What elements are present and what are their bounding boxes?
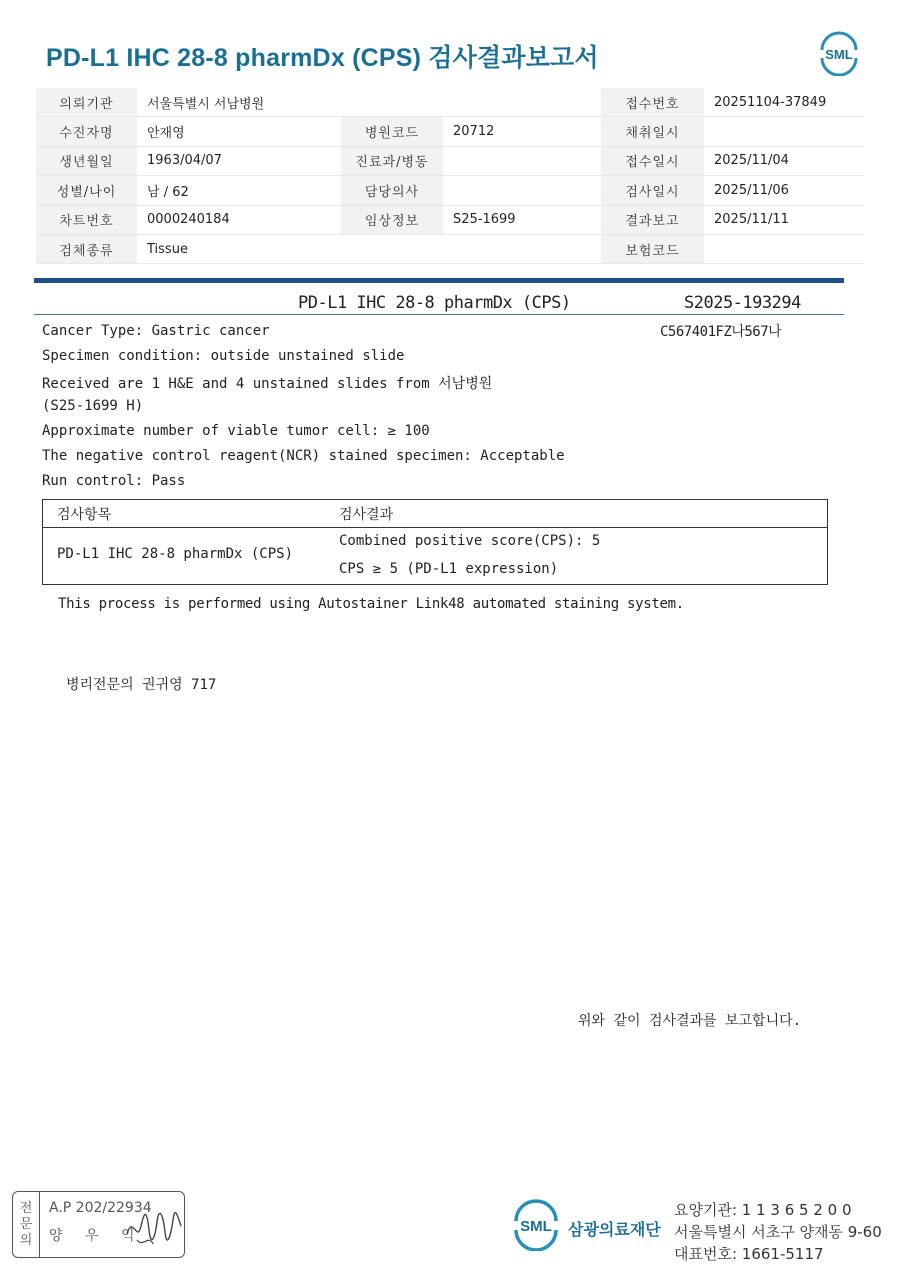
info-label: 결과보고 (601, 205, 704, 234)
process-note: This process is performed using Autostainer Link48 automated staining system. (58, 596, 684, 612)
info-label: 검사일시 (601, 176, 704, 205)
report-test-name: PD-L1 IHC 28-8 pharmDx (CPS) (298, 293, 571, 313)
report-line: Specimen condition: outside unstained slide (42, 348, 405, 364)
info-value: 안재영 (137, 117, 341, 146)
info-value: 2025/11/04 (704, 146, 864, 175)
address: 서울특별시 서초구 양재동 9-60 (674, 1223, 882, 1241)
sml-footer-logo-icon (510, 1199, 562, 1251)
stamp-name: 양 우 익 (49, 1228, 144, 1244)
info-label: 보험코드 (601, 234, 704, 263)
info-value: 2025/11/06 (704, 176, 864, 205)
info-value: Tissue (137, 234, 341, 263)
patient-info-table (36, 88, 864, 264)
info-label: 담당의사 (341, 176, 443, 205)
info-label: 채취일시 (601, 117, 704, 146)
info-value: S25-1699 (443, 205, 601, 234)
section-divider (34, 278, 844, 283)
info-label: 생년월일 (36, 146, 137, 175)
info-value (704, 234, 864, 263)
phone-number: 대표번호: 1661-5117 (674, 1245, 824, 1263)
report-line: Cancer Type: Gastric cancer (42, 323, 270, 339)
institution-code: 요양기관: 1 1 3 6 5 2 0 0 (674, 1201, 852, 1219)
info-label: 접수번호 (601, 88, 704, 117)
info-row (36, 117, 864, 146)
specialist-stamp (12, 1191, 185, 1258)
report-line: Received are 1 H&E and 4 unstained slides from 서남병원 (42, 376, 493, 392)
info-value: 20712 (443, 117, 601, 146)
organization-name: 삼광의료재단 (568, 1220, 661, 1239)
signature-icon (123, 1204, 183, 1250)
report-title: PD-L1 IHC 28-8 pharmDx (CPS) 검사결과보고서 (46, 44, 599, 72)
result-table-header (43, 500, 827, 528)
report-line: The negative control reagent(NCR) stained specimen: Acceptable (42, 448, 565, 464)
stamp-license: A.P 202/22934 (49, 1200, 152, 1216)
info-row (36, 205, 864, 234)
info-value (443, 176, 601, 205)
result-header-result: 검사결과 (339, 507, 394, 523)
report-code: C567401FZ나567나 (660, 324, 782, 340)
info-value: 0000240184 (137, 205, 341, 234)
info-value: 1963/04/07 (137, 146, 341, 175)
report-line: Run control: Pass (42, 473, 186, 489)
report-number: S2025-193294 (684, 293, 801, 313)
info-label: 임상정보 (341, 205, 443, 234)
info-row (36, 234, 864, 263)
info-value: 2025/11/11 (704, 205, 864, 234)
info-label: 성별/나이 (36, 176, 137, 205)
info-label: 의뢰기관 (36, 88, 137, 117)
result-item: PD-L1 IHC 28-8 pharmDx (CPS) (57, 546, 294, 562)
info-value: 남 / 62 (137, 176, 341, 205)
info-value: 서울특별시 서남병원 (137, 88, 341, 117)
pathologist-name: 병리전문의 권귀영 717 (66, 677, 217, 693)
info-label: 차트번호 (36, 205, 137, 234)
info-row (36, 146, 864, 175)
sml-footer-logo-text: SML (520, 1218, 552, 1235)
info-label: 접수일시 (601, 146, 704, 175)
info-label: 검체종류 (36, 234, 137, 263)
info-label: 진료과/병동 (341, 146, 443, 175)
stamp-vertical-label: 전 문 의 (13, 1192, 40, 1257)
info-row (36, 88, 864, 117)
closing-statement: 위와 같이 검사결과를 보고합니다. (578, 1013, 802, 1029)
report-line: Approximate number of viable tumor cell: ≥ 100 (42, 423, 430, 439)
info-label: 수진자명 (36, 117, 137, 146)
result-header-item: 검사항목 (57, 507, 112, 523)
result-value: Combined positive score(CPS): 5 (339, 533, 601, 549)
result-interpretation: CPS ≥ 5 (PD-L1 expression) (339, 561, 559, 577)
info-value (443, 146, 601, 175)
sml-logo-icon (816, 30, 862, 76)
info-row (36, 176, 864, 205)
sml-logo-text: SML (825, 47, 853, 62)
report-line: (S25-1699 H) (42, 398, 144, 414)
info-value (704, 117, 864, 146)
info-label: 병원코드 (341, 117, 443, 146)
info-value: 20251104-37849 (704, 88, 864, 117)
result-table (42, 499, 828, 585)
